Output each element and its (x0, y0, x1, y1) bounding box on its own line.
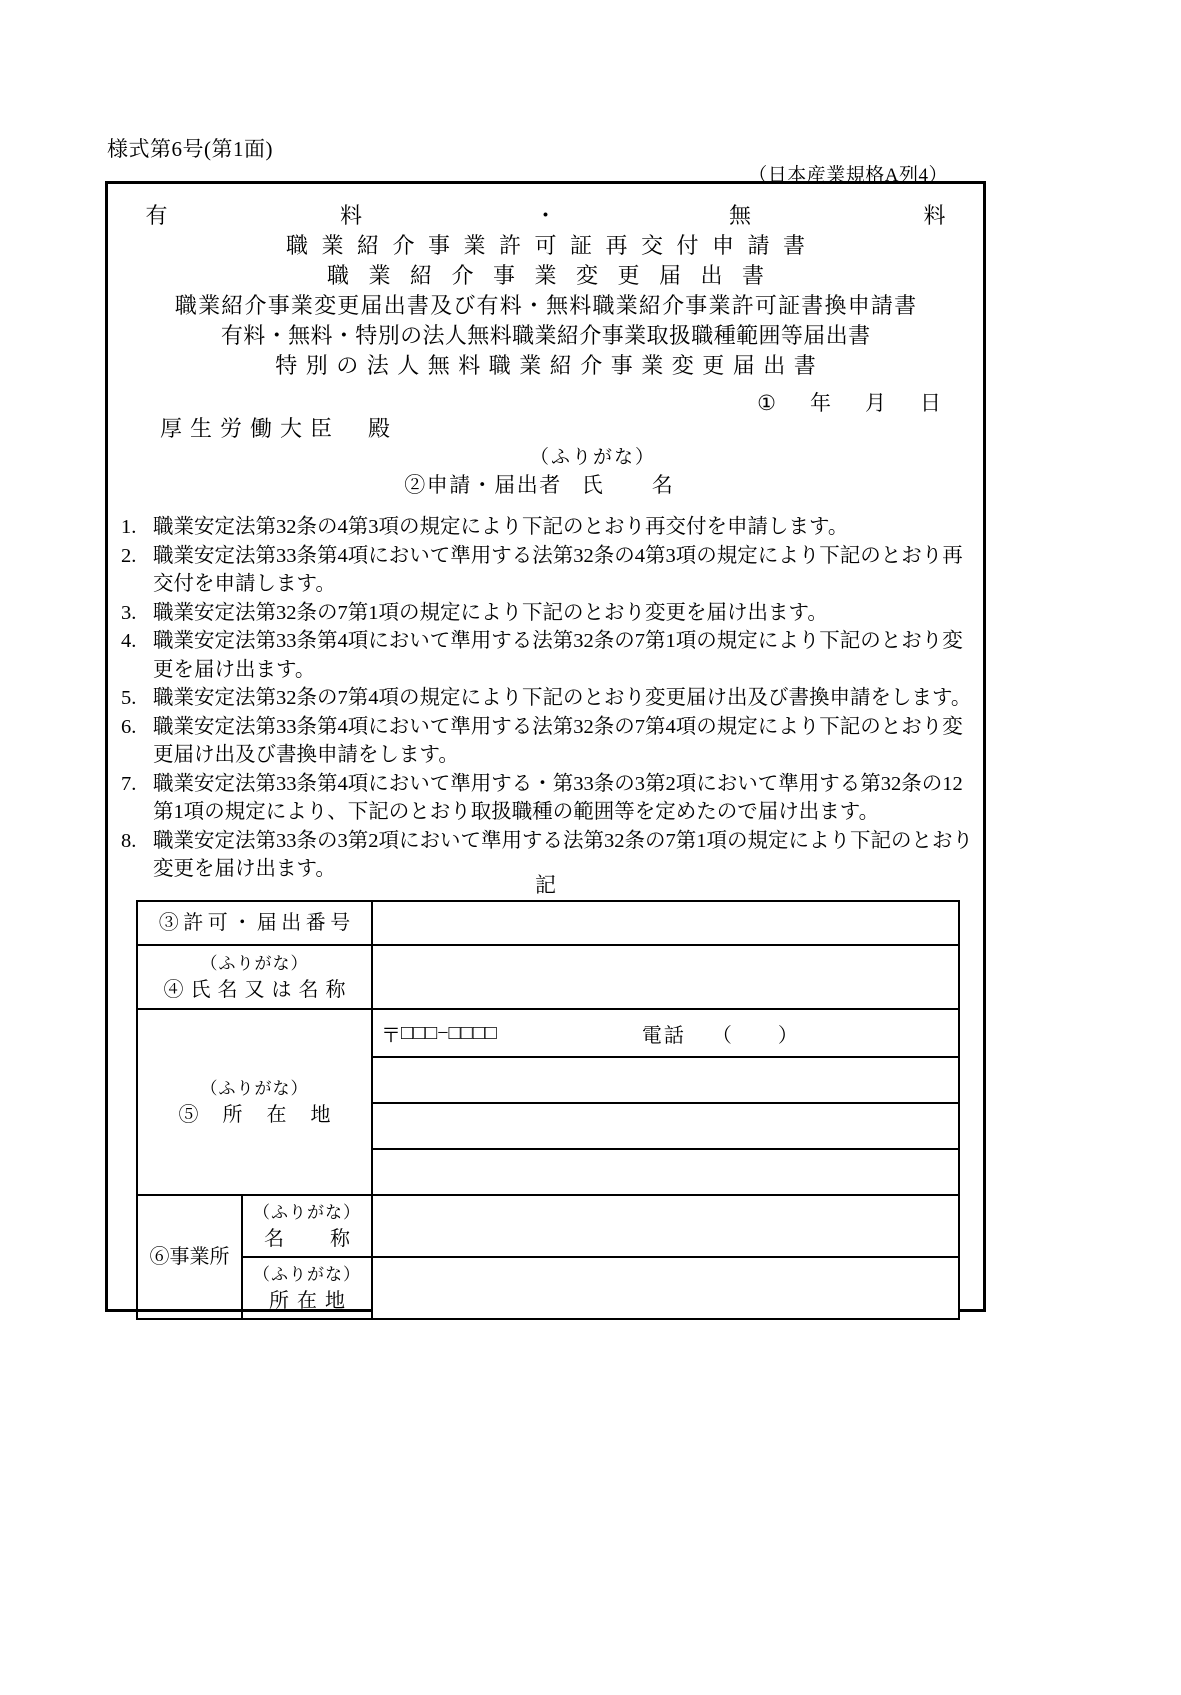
office-address-label: 所在地 (269, 1290, 353, 1312)
table-row-office-name (137, 1195, 959, 1257)
applicant-name-line (108, 469, 983, 499)
clause-number: 1. (121, 516, 137, 538)
title-line-2: 職業紹介事業許可証再交付申請書 (285, 233, 819, 258)
office-name-furigana-label: （ふりがな） (253, 1203, 361, 1222)
location-line-3 (373, 1149, 958, 1194)
clause-text: 職業安定法第32条の4第3項の規定により下記のとおり再交付を申請します。 (153, 516, 849, 538)
zip-tel-line (373, 1013, 958, 1054)
location-line-2 (373, 1103, 958, 1149)
zip-boxes-right[interactable]: □□□□ (448, 1021, 497, 1044)
applicant-furigana-label: （ふりがな） (529, 447, 656, 468)
tel-label: 電話 (641, 1024, 686, 1047)
paper-standard-label: （日本産業規格A列4） (748, 165, 948, 186)
location-zip-row (373, 1010, 958, 1057)
addressee-line (160, 412, 390, 443)
clause-item (121, 627, 973, 684)
minister-label: 厚生労働大臣 (160, 416, 341, 441)
location-furigana-label: （ふりがな） (200, 1079, 309, 1098)
office-name-value-cell[interactable] (372, 1195, 959, 1257)
clause-text: 職業安定法第33条第4項において準用する法第32条の7第4項の規定により下記のとおり変更届け出及び書換申請をします。 (153, 715, 963, 766)
clause-item (121, 770, 973, 827)
location-label: ⑤所在地 (178, 1104, 355, 1126)
clause-text: 職業安定法第32条の7第4項の規定により下記のとおり変更届け出及び書換申請をします。 (153, 687, 972, 709)
form-frame (105, 181, 986, 1312)
applicant-name-label: 氏 名 (581, 473, 687, 497)
date-marker: ① (757, 391, 776, 415)
permit-number-label-cell (137, 901, 372, 945)
title-line-1 (108, 201, 983, 231)
date-line (757, 387, 941, 417)
clause-item (121, 713, 973, 770)
form-number-label: 様式第6号(第1面) (107, 137, 273, 161)
table-row-office-address (137, 1257, 959, 1319)
clause-item (121, 684, 973, 713)
title-line-6: 特別の法人無料職業紹介事業変更届出書 (275, 353, 825, 378)
clause-text: 職業安定法第33条第4項において準用する法第32条の4第3項の規定により下記のとおり再交付を申請します。 (153, 544, 963, 595)
clause-text: 職業安定法第32条の7第1項の規定により下記のとおり変更を届け出ます。 (153, 601, 828, 624)
location-input-line-3[interactable] (373, 1149, 958, 1194)
title-line-4: 職業紹介事業変更届出書及び有料・無料職業紹介事業許可証書換申請書 (174, 293, 918, 318)
location-value-cell (372, 1009, 959, 1195)
office-address-value-cell[interactable] (372, 1257, 959, 1319)
clause-number: 6. (121, 715, 137, 738)
office-label: ⑥事業所 (149, 1246, 230, 1268)
clause-number: 3. (121, 601, 137, 624)
ki-marker: 記 (535, 873, 556, 897)
clause-list (121, 513, 973, 884)
date-year-label: 年 (810, 391, 831, 415)
name-value-cell[interactable] (372, 945, 959, 1009)
zip-dash: − (437, 1021, 449, 1044)
clause-item (121, 542, 973, 599)
title-line-1-text: 有料・無料 (145, 203, 946, 228)
clause-text: 職業安定法第33条第4項において準用する法第32条の7第1項の規定により下記のとおり変更を届け出ます。 (153, 630, 963, 681)
clause-text: 職業安定法第33条の3第2項において準用する法第32条の7第1項の規定により下記のとおり変更を届け出ます。 (153, 829, 973, 880)
zip-boxes-left[interactable]: □□□ (401, 1021, 438, 1044)
clause-text: 職業安定法第33条第4項において準用する・第33条の3第2項において準用する第32条の12第1項の規定により、下記のとおり取扱職種の範囲等を定めたので届け出ます。 (153, 772, 963, 823)
name-label: ④氏名又は名称 (163, 979, 353, 1001)
office-name-label-cell (242, 1195, 372, 1257)
name-furigana-label: （ふりがな） (200, 954, 309, 973)
table-row-permit-number (137, 901, 959, 945)
permit-number-label: ③許可・届出番号 (158, 912, 355, 934)
office-name-label: 名 称 (264, 1228, 363, 1250)
location-input-line-2[interactable] (373, 1103, 958, 1149)
table-row-location (137, 1009, 959, 1195)
clause-item (121, 599, 973, 628)
office-address-label-cell (242, 1257, 372, 1319)
location-label-cell (137, 1009, 372, 1195)
location-inner-table (373, 1010, 958, 1194)
title-line-3: 職業紹介事業変更届出書 (326, 263, 784, 288)
location-input-line-1[interactable] (373, 1057, 958, 1103)
office-address-furigana-label: （ふりがな） (253, 1265, 361, 1284)
zip-tel-cell (373, 1010, 958, 1057)
permit-number-value-cell[interactable] (372, 901, 959, 945)
clause-item (121, 513, 973, 542)
title-line-5: 有料・無料・特別の法人無料職業紹介事業取扱職種範囲等届出書 (220, 323, 871, 348)
clause-number: 7. (121, 772, 137, 795)
tel-paren-field[interactable]: （ ） (711, 1024, 800, 1047)
name-label-cell (137, 945, 372, 1009)
honorific-label: 殿 (368, 416, 391, 441)
clause-number: 8. (121, 829, 137, 852)
clause-number: 4. (121, 630, 137, 652)
location-line-1 (373, 1057, 958, 1103)
applicant-marker-label: ②申請・届出者 (404, 473, 562, 497)
date-month-label: 月 (865, 391, 886, 415)
table-row-name (137, 945, 959, 1009)
date-day-label: 日 (920, 391, 941, 415)
title-block (108, 201, 983, 381)
clause-number: 2. (121, 544, 137, 567)
clause-number: 5. (121, 687, 137, 709)
details-table (136, 900, 960, 1320)
office-label-cell (137, 1195, 242, 1319)
zip-symbol-icon: 〒 (381, 1024, 401, 1047)
